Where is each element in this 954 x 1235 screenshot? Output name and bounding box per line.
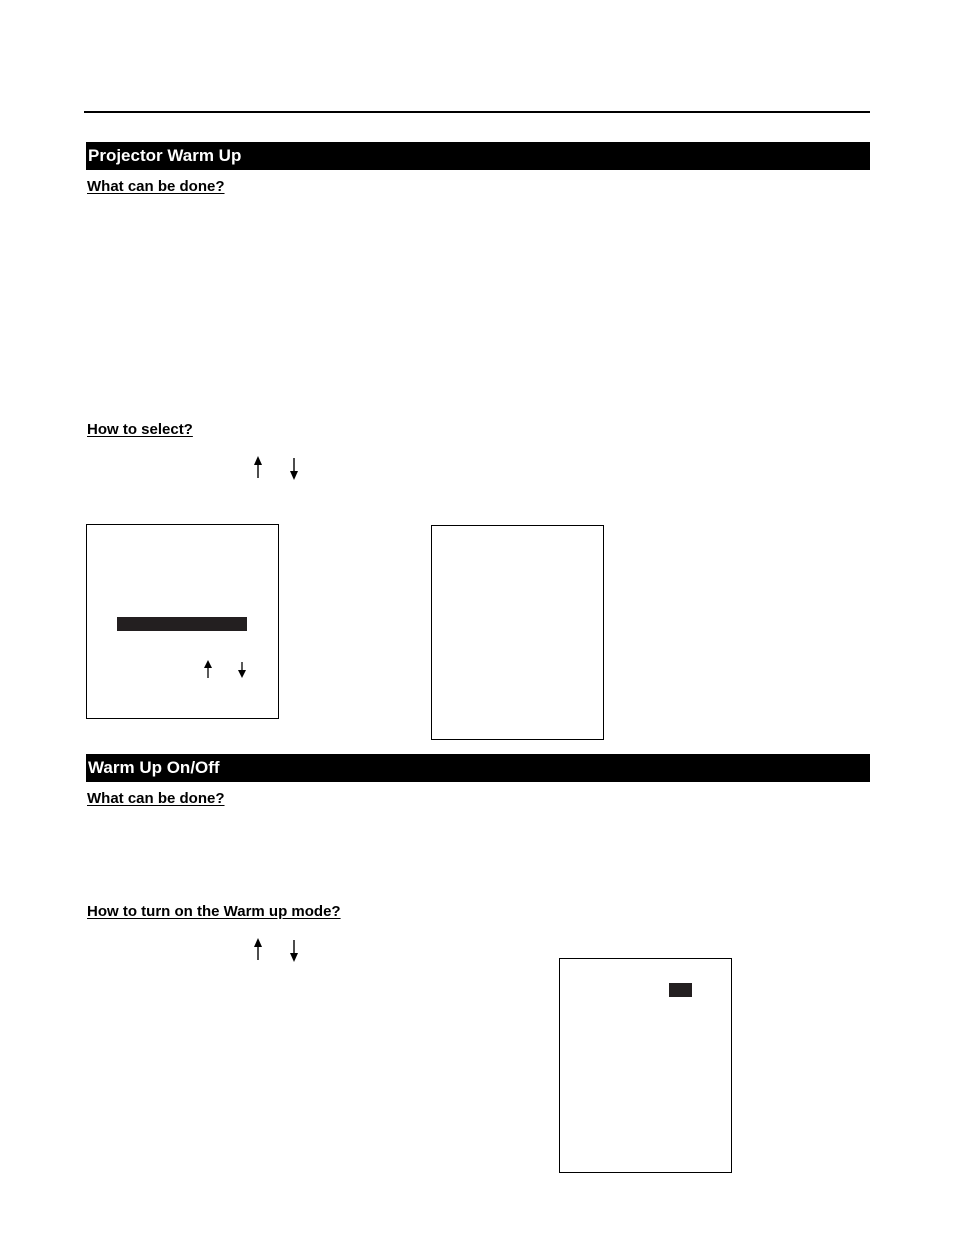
arrow-up-icon [252,938,264,962]
section-title-projector-warm-up: Projector Warm Up [86,142,870,170]
arrow-down-icon [236,660,248,680]
on-off-highlight [669,983,692,997]
menu-highlight-bar [117,617,247,631]
top-rule [84,111,870,113]
menu-screen-box [86,524,279,719]
arrow-down-icon [288,938,300,962]
what-can-be-done-heading-1: What can be done? [87,178,225,195]
how-to-select-heading: How to select? [87,421,193,438]
warm-up-menu-box [431,525,604,740]
arrow-down-icon [288,456,300,480]
what-can-be-done-heading-2: What can be done? [87,790,225,807]
arrow-up-icon [202,660,214,680]
arrow-up-icon [252,456,264,480]
warm-up-on-off-menu-box [559,958,732,1173]
how-to-turn-on-heading: How to turn on the Warm up mode? [87,903,341,920]
section-title-warm-up-on-off: Warm Up On/Off [86,754,870,782]
